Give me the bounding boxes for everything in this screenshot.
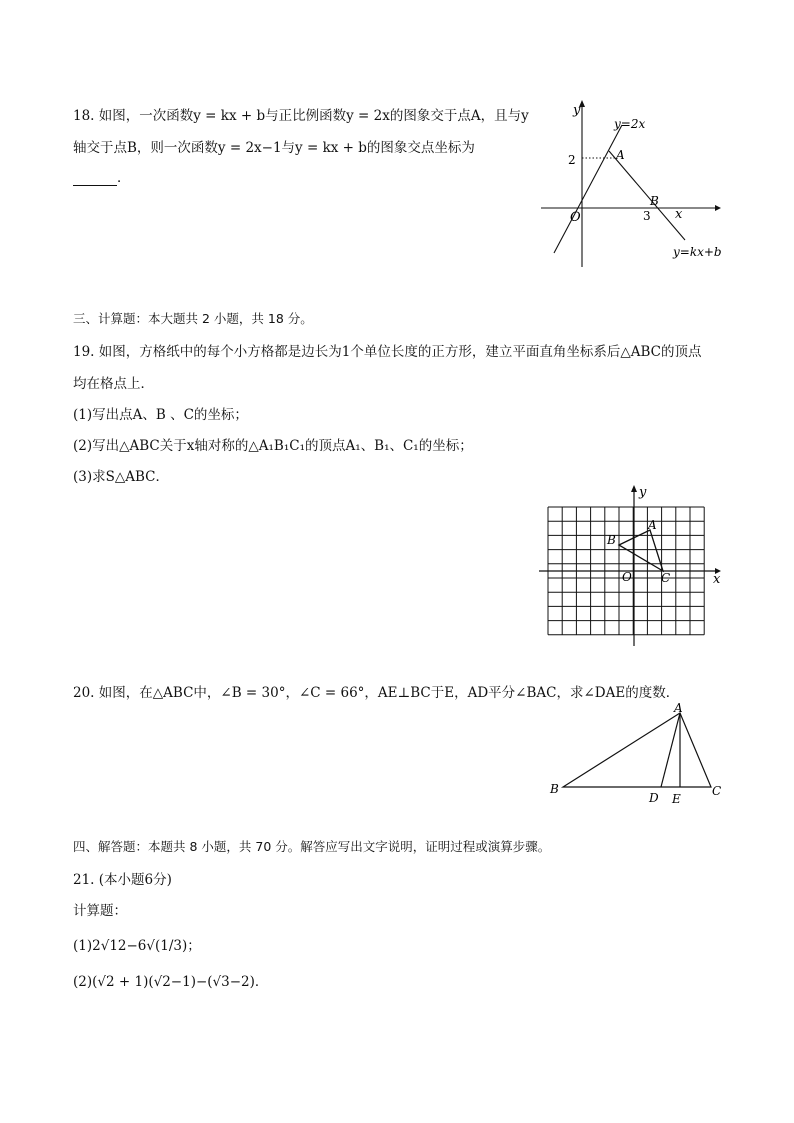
q18-line2: 轴交于点B，则一次函数y = 2x−1与y = kx + b的图象交点坐标为 bbox=[73, 140, 475, 156]
q20-line1: 20. 如图，在△ABC中，∠B = 30°，∠C = 66°，AE⊥BC于E，AD平分∠BAC，求∠DAE的度数． bbox=[73, 685, 680, 701]
q19-x-axis-label: x bbox=[713, 572, 721, 587]
line-ykxb bbox=[609, 151, 685, 240]
q18-point-a: A bbox=[616, 148, 625, 162]
q19-point-a: A bbox=[648, 518, 657, 532]
q19-point-b: B bbox=[607, 533, 616, 547]
q18-tick-y: 2 bbox=[568, 153, 576, 167]
segment-ad bbox=[661, 713, 680, 787]
q20-point-a: A bbox=[674, 701, 683, 715]
q20-point-d: D bbox=[649, 791, 659, 805]
q18-origin-label: O bbox=[570, 210, 581, 225]
q19-line2: 均在格点上． bbox=[73, 376, 154, 392]
triangle-abc bbox=[619, 530, 663, 571]
q21-part1: (1)2√12−6√(1/3)； bbox=[73, 938, 201, 954]
q19-point-c: C bbox=[661, 571, 671, 585]
q18-line2-label: y=kx+b bbox=[673, 245, 722, 259]
answer-blank bbox=[73, 173, 117, 186]
q21-line1: 21. (本小题6分) bbox=[73, 872, 172, 888]
q18-tick-x: 3 bbox=[643, 209, 651, 223]
q19-part2: (2)写出△ABC关于x轴对称的△A₁B₁C₁的顶点A₁、B₁、C₁的坐标； bbox=[73, 438, 473, 454]
q19-grid-figure bbox=[535, 484, 725, 649]
q20-point-b: B bbox=[550, 782, 559, 796]
q18-line3 bbox=[73, 166, 131, 186]
q19-part3: (3)求S△ABC． bbox=[73, 469, 170, 485]
q19-y-axis-label: y bbox=[639, 485, 647, 500]
q20-triangle-figure bbox=[545, 700, 730, 810]
q20-point-e: E bbox=[672, 792, 681, 806]
q20-point-c: C bbox=[712, 784, 722, 798]
q19-origin-label: O bbox=[622, 570, 632, 584]
q21-part2: (2)(√2 + 1)(√2−1)−(√3−2)． bbox=[73, 974, 269, 990]
q19-line1: 19. 如图，方格纸中的每个小方格都是边长为1个单位长度的正方形，建立平面直角坐标系后△ABC的顶点 bbox=[73, 344, 702, 360]
section-4-heading: 四、解答题：本题共 8 小题，共 70 分。解答应写出文字说明，证明过程或演算步骤。 bbox=[73, 839, 551, 854]
q19-part1: (1)写出点A、B 、C的坐标； bbox=[73, 407, 248, 423]
q18-line1: 18. 如图，一次函数y = kx + b与正比例函数y = 2x的图象交于点A，且与y bbox=[73, 108, 529, 124]
q18-figure bbox=[535, 95, 730, 270]
q18-period: ． bbox=[117, 170, 131, 186]
q18-line1-label: y=2x bbox=[614, 117, 646, 131]
q18-point-b: B bbox=[650, 194, 659, 208]
q21-line2: 计算题： bbox=[73, 903, 127, 919]
line-y2x bbox=[554, 125, 622, 253]
q18-x-axis-label: x bbox=[675, 207, 683, 222]
q18-y-axis-label: y bbox=[573, 103, 581, 118]
section-3-heading: 三、计算题：本大题共 2 小题，共 18 分。 bbox=[73, 311, 313, 326]
